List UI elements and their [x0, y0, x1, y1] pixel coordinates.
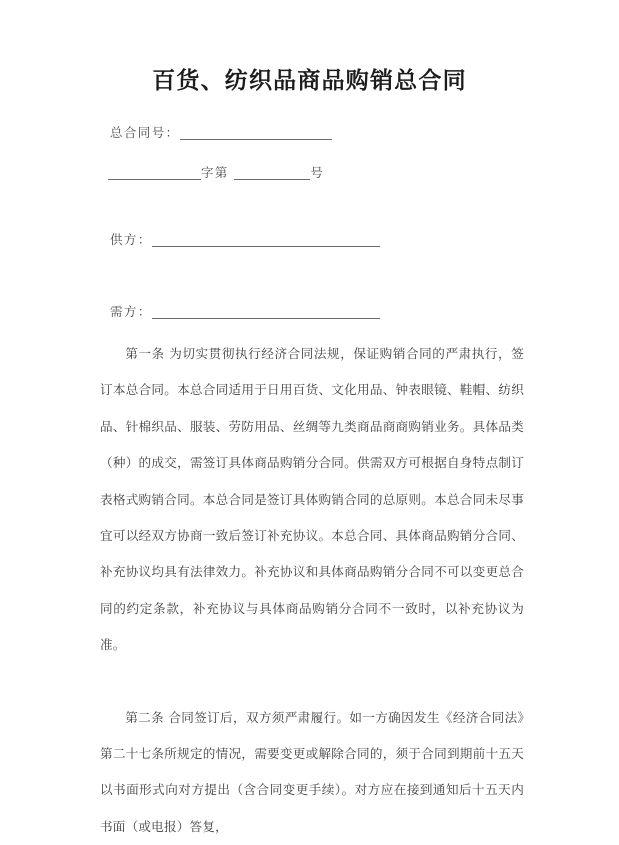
field-supplier	[110, 233, 530, 247]
contract-number-label: 总合同号：	[110, 124, 180, 140]
number-input[interactable]	[234, 166, 310, 180]
field-buyer	[110, 305, 530, 319]
header-fields	[110, 126, 530, 319]
clause-list	[100, 336, 524, 845]
clause-paragraph-2: 第二条 合同签订后，双方须严肃履行。如一方确因发生《经济合同法》第二十七条所规定的情况，需要变更或解除合同的，须于合同到期前十五天以书面形式向对方提出（含合同变更手续）。对方应在接到通知后十五天内书面（或电报）答复，	[100, 709, 524, 834]
contract-number-input[interactable]	[180, 126, 332, 140]
word-prefix-input[interactable]	[108, 166, 201, 180]
supplier-input[interactable]	[152, 233, 380, 247]
field-word-number	[108, 166, 530, 180]
buyer-input[interactable]	[152, 305, 380, 319]
supplier-label: 供方：	[110, 231, 152, 247]
field-contract-number	[110, 126, 530, 140]
buyer-label: 需方：	[110, 303, 152, 319]
clause-paragraph-1: 第一条 为切实贯彻执行经济合同法规，保证购销合同的严肃执行，签订本总合同。本总合同适用于日用百货、文化用品、钟表眼镜、鞋帽、纺织品、针棉织品、服装、劳防用品、丝绸等九类商品商商购销业务。具体品类（种）的成交，需签订具体商品购销分合同。供需双方可根据自身特点制订表格式购销合同。本总合同是签订具体购销合同的总原则。本总合同未尽事宜可以经双方协商一致后签订补充协议。本总合同、具体商品购销分合同、补充协议均具有法律效力。补充协议和具体商品购销分合同不可以变更总合同的约定条款，补充协议与具体商品购销分合同不一致时，以补充协议为准。	[100, 346, 524, 653]
page-title: 百货、纺织品商品购销总合同	[152, 68, 467, 94]
word-label: 字第	[201, 164, 229, 180]
number-label: 号	[310, 164, 325, 180]
